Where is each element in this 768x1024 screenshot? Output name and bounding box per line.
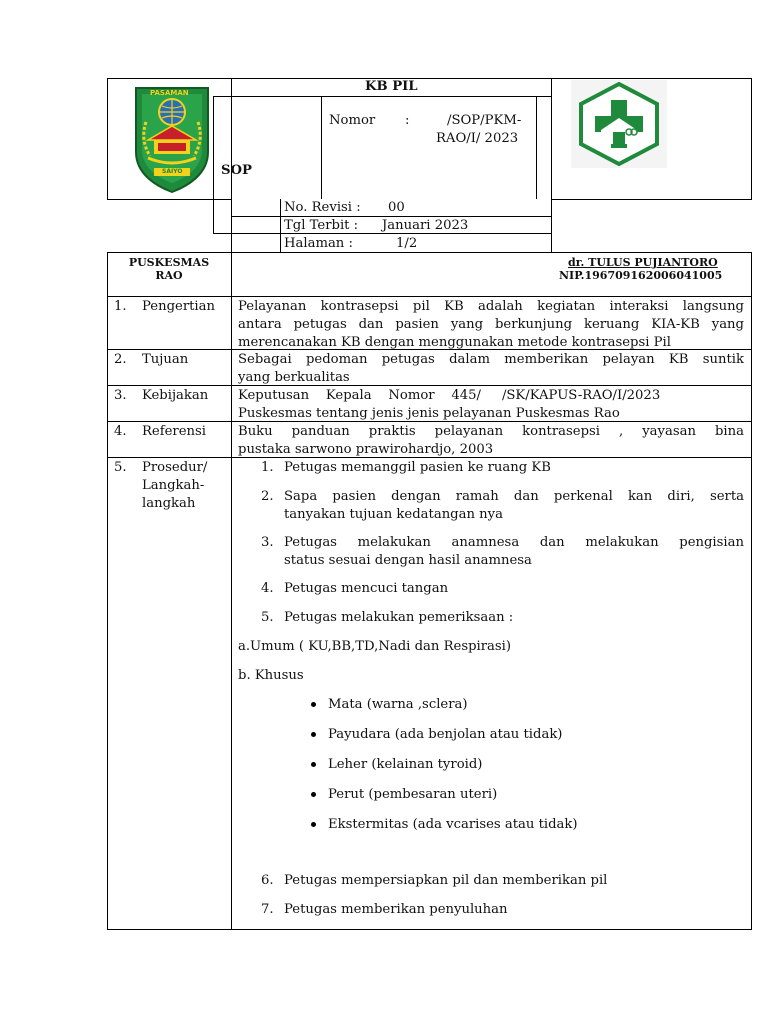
revisi-label: No. Revisi : [284, 200, 361, 215]
step-text: Petugas melakukan anamnesa dan melakukan pengisian [284, 535, 744, 550]
bullet-icon [311, 792, 316, 797]
section-label: Pengertian [142, 299, 216, 314]
rule [231, 252, 232, 930]
pasaman-regency-logo [128, 82, 216, 194]
step-number: 4. [261, 581, 274, 596]
rule [280, 199, 281, 253]
step-text: Petugas mencuci tangan [284, 581, 449, 596]
rule [551, 199, 552, 253]
step-number: 3. [261, 535, 274, 550]
section-label: Tujuan [142, 352, 189, 367]
rule [107, 929, 752, 930]
section-label: Referensi [142, 424, 207, 439]
section-text: Buku panduan praktis pelayanan kontrasepsi , yayasan bina [238, 424, 744, 439]
rule [751, 78, 752, 200]
bullet-item: Mata (warna ,sclera) [328, 697, 468, 712]
rule [231, 199, 232, 253]
step-number: 7. [261, 902, 274, 917]
halaman-label: Halaman : [284, 236, 353, 251]
rule [107, 252, 752, 253]
sub-item-general: a.Umum ( KU,BB,TD,Nadi dan Respirasi) [238, 639, 512, 654]
nomor-value: RAO/I/ 2023 [436, 131, 519, 146]
section-number: 4. [114, 424, 127, 439]
logo-text: SAIYO [162, 168, 183, 175]
section-number: 1. [114, 299, 127, 314]
section-label: Prosedur/ [142, 460, 208, 475]
bullet-icon [311, 732, 316, 737]
section-text: Keputusan Kepala Nomor 445/ /SK/KAPUS-RAO/I/2023 [238, 388, 661, 403]
step-number: 5. [261, 610, 274, 625]
step-text: Petugas memberikan penyuluhan [284, 902, 508, 917]
bullet-icon [311, 822, 316, 827]
section-text: Pelayanan kontrasepsi pil KB adalah kegiatan interaksi langsung [238, 299, 744, 314]
sop-label: SOP [221, 163, 252, 178]
section-text: pustaka sarwono prawirohardjo, 2003 [238, 442, 494, 457]
nomor-colon: : [405, 113, 410, 128]
section-text: Sebagai pedoman petugas dalam memberikan pelayan KB suntik [238, 352, 744, 367]
rule [107, 252, 108, 930]
rule [107, 78, 108, 200]
rule [107, 385, 752, 386]
rule [551, 199, 752, 200]
rule [751, 252, 752, 930]
step-text: Petugas melakukan pemeriksaan : [284, 610, 514, 625]
step-text: Sapa pasien dengan ramah dan perkenal kan diri, serta [284, 489, 744, 504]
section-text: antara petugas dan pasien yang berkunjung keruang KIA-KB yang [238, 317, 744, 332]
rule [551, 78, 552, 200]
step-text: Petugas mempersiapkan pil dan memberikan pil [284, 873, 608, 888]
rule [107, 78, 752, 79]
sop-title: KB PIL [365, 79, 418, 94]
nomor-value: /SOP/PKM- [447, 113, 522, 128]
signer-nip: NIP.196709162006041005 [559, 269, 723, 282]
step-text: status sesuai dengan hasil anamnesa [284, 553, 532, 568]
halaman-value: 1/2 [396, 236, 418, 251]
step-number: 1. [261, 460, 274, 475]
section-label: Langkah- [142, 478, 205, 493]
bullet-icon [311, 762, 316, 767]
logo-text: PASAMAN [150, 89, 189, 97]
terbit-label: Tgl Terbit : [284, 218, 359, 233]
bullet-item: Leher (kelainan tyroid) [328, 757, 483, 772]
section-number: 5. [114, 460, 127, 475]
section-label: Kebijakan [142, 388, 209, 403]
bullet-item: Payudara (ada benjolan atau tidak) [328, 727, 563, 742]
revisi-value: 00 [388, 200, 405, 215]
section-number: 3. [114, 388, 127, 403]
step-text: Petugas memanggil pasien ke ruang KB [284, 460, 551, 475]
rule [536, 96, 537, 199]
org-name: RAO [155, 269, 183, 282]
section-number: 2. [114, 352, 127, 367]
org-name: PUSKESMAS [128, 256, 210, 269]
section-text: merencanakan KB dengan menggunakan metode kontrasepsi Pil [238, 335, 671, 350]
sub-item-specific: b. Khusus [238, 668, 304, 683]
section-label: langkah [142, 496, 196, 511]
terbit-value: Januari 2023 [382, 218, 469, 233]
step-number: 2. [261, 489, 274, 504]
bullet-item: Perut (pembesaran uteri) [328, 787, 498, 802]
rule [107, 296, 752, 297]
bullet-item: Ekstermitas (ada vcarises atau tidak) [328, 817, 578, 832]
rule [213, 96, 551, 97]
bullet-icon [311, 702, 316, 707]
section-text: yang berkualitas [238, 370, 350, 385]
step-number: 6. [261, 873, 274, 888]
section-text: Puskesmas tentang jenis jenis pelayanan Puskesmas Rao [238, 406, 620, 421]
nomor-label: Nomor [329, 113, 376, 128]
puskesmas-logo [571, 80, 667, 168]
step-text: tanyakan tujuan kedatangan nya [284, 507, 503, 522]
signer-name: dr. TULUS PUJIANTORO [568, 256, 718, 269]
rule [321, 96, 322, 199]
